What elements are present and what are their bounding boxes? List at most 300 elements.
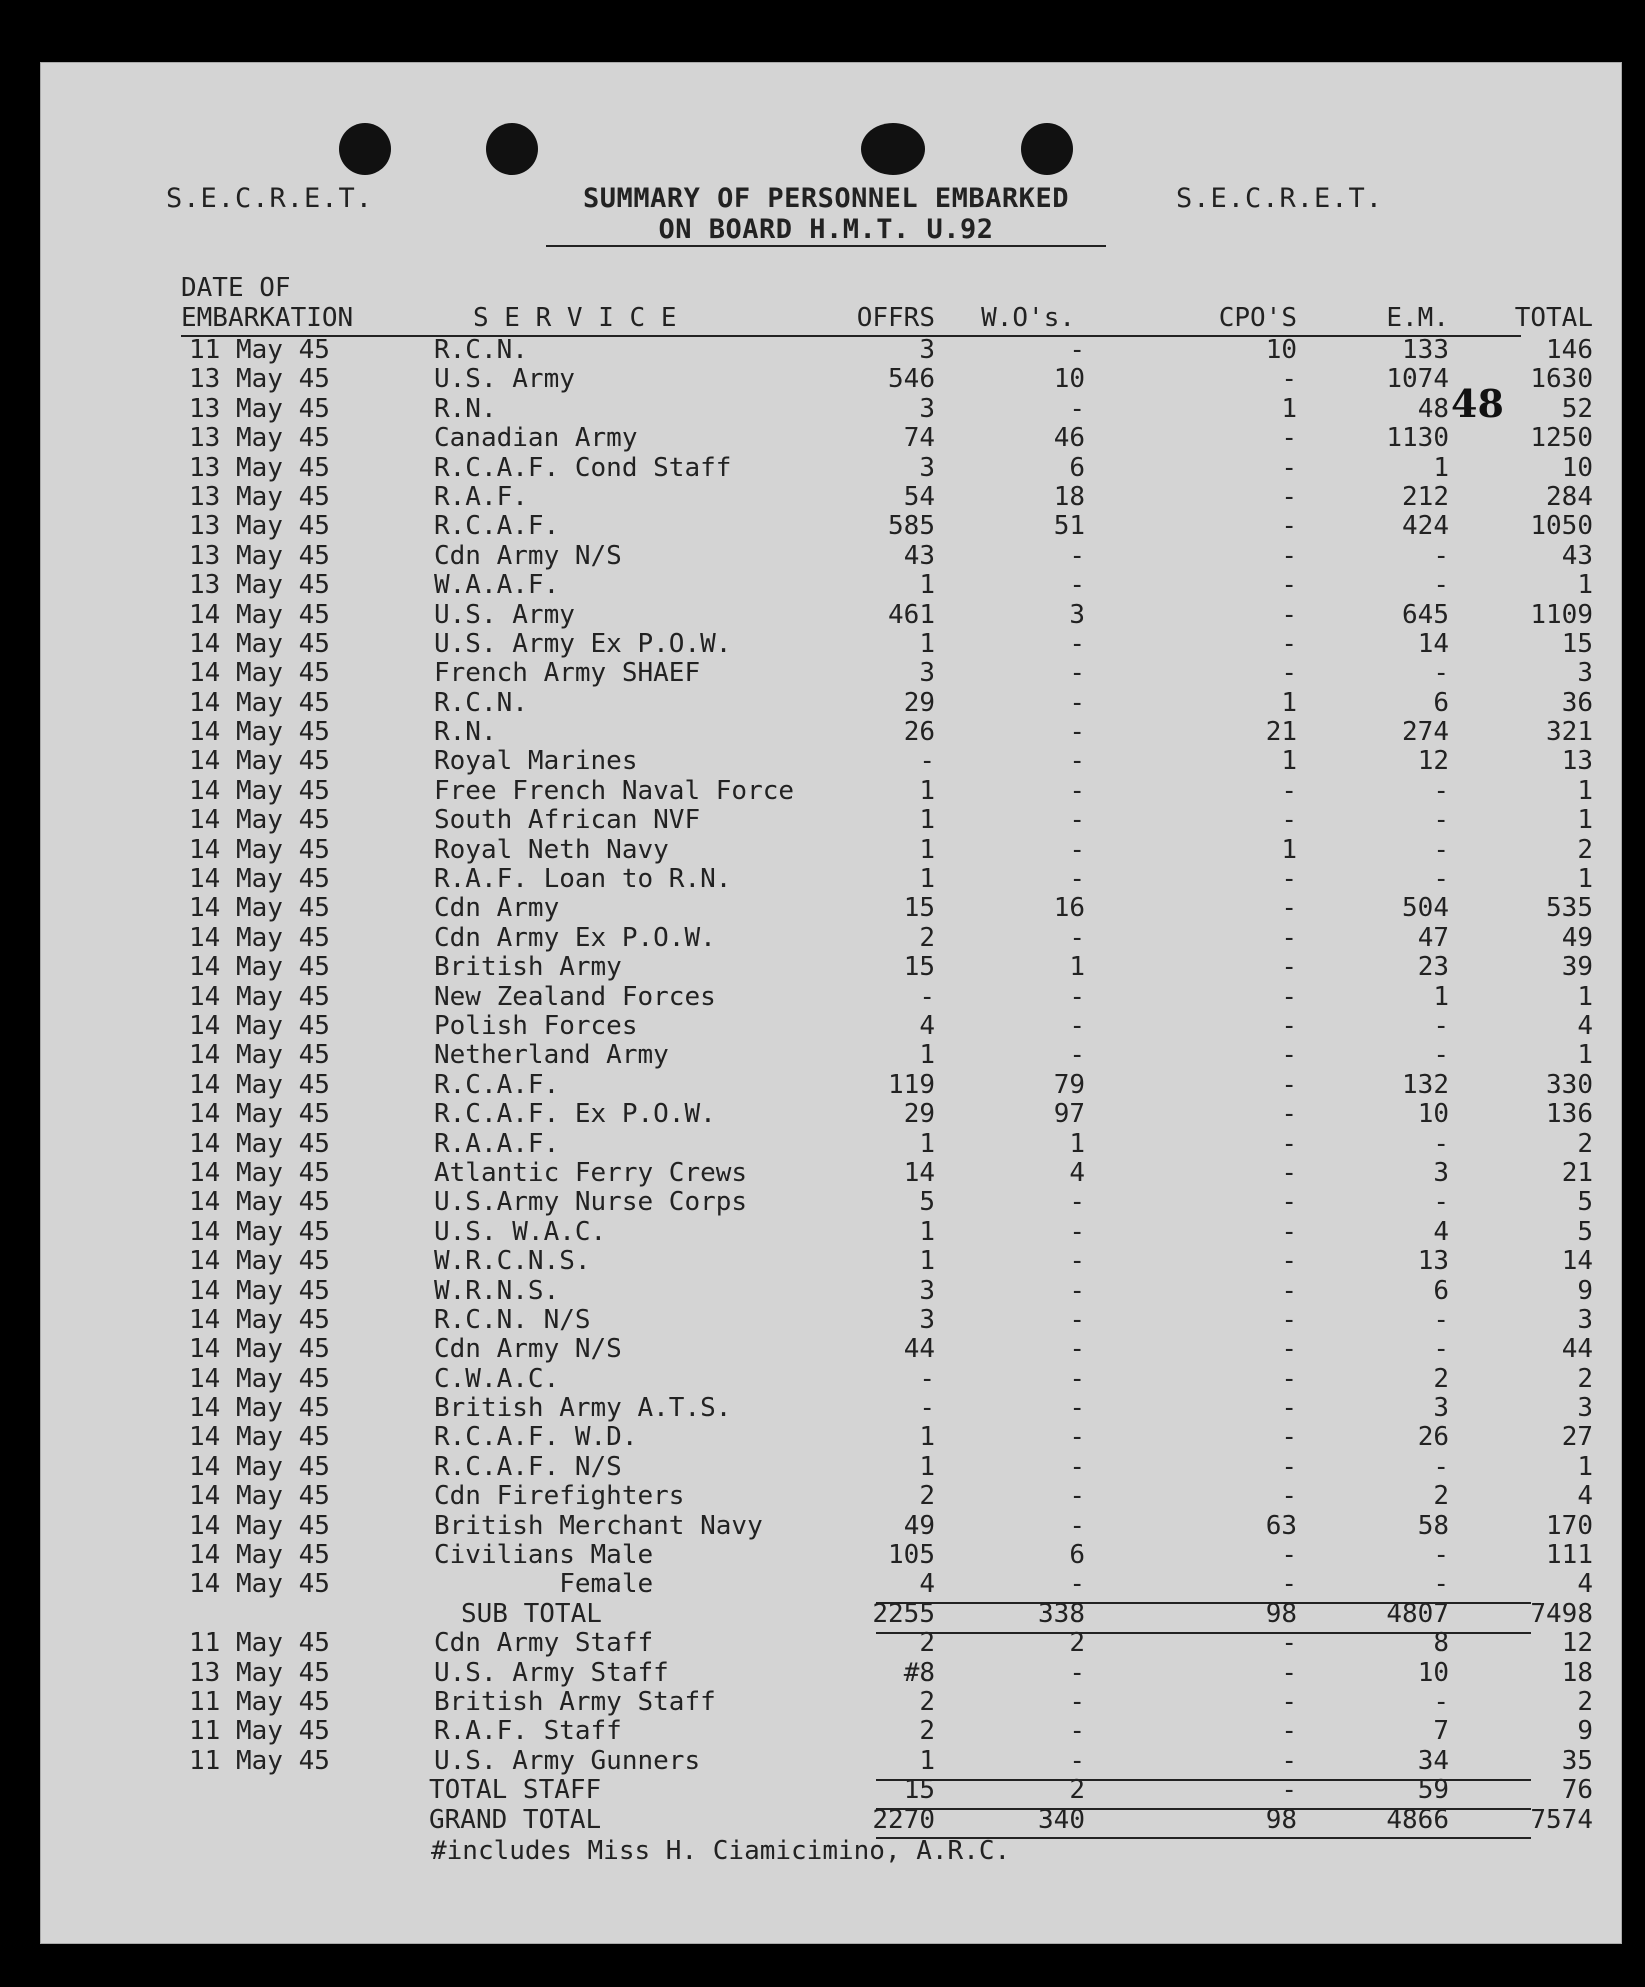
table-row <box>41 423 1621 452</box>
document-page <box>40 62 1622 1944</box>
cell-em: 645 <box>1402 599 1449 630</box>
cell-cpos: - <box>1281 1745 1297 1776</box>
cell-em: - <box>1433 540 1449 571</box>
cell-em: - <box>1433 834 1449 865</box>
cell-offrs: 1 <box>919 1745 935 1776</box>
cell-total: 12 <box>1561 1628 1593 1659</box>
service-name: British Army <box>434 952 622 983</box>
service-name: W.R.N.S. <box>434 1275 560 1306</box>
service-name: R.C.N. <box>434 335 528 365</box>
cell-cpos: - <box>1281 511 1297 542</box>
cell-em: 13 <box>1417 1246 1449 1277</box>
cell-wos: - <box>1069 570 1085 601</box>
service-name: R.C.A.F. Ex P.O.W. <box>434 1099 716 1130</box>
cell-cpos: - <box>1281 981 1297 1012</box>
cell-wos: - <box>1069 540 1085 571</box>
cell-total: 170 <box>1546 1510 1593 1541</box>
cell-total: 2 <box>1577 834 1593 865</box>
embark-date: 14 May 45 <box>189 1040 330 1071</box>
cell-cpos: - <box>1281 1628 1297 1659</box>
embark-date: 14 May 45 <box>189 1187 330 1218</box>
cell-em: 26 <box>1417 1422 1449 1453</box>
cell-em: 59 <box>1417 1775 1449 1806</box>
embark-date: 14 May 45 <box>189 1275 330 1306</box>
cell-offrs: 1 <box>919 628 935 659</box>
cell-em: 10 <box>1417 1657 1449 1688</box>
cell-cpos: - <box>1281 1686 1297 1717</box>
cell-cpos: - <box>1281 1069 1297 1100</box>
cell-wos: - <box>1069 775 1085 806</box>
cell-offrs: 1 <box>919 1422 935 1453</box>
cell-em: - <box>1433 1569 1449 1600</box>
service-name: Canadian Army <box>434 423 638 454</box>
service-name: U.S. W.A.C. <box>434 1216 607 1247</box>
cell-total: 10 <box>1561 452 1593 483</box>
cell-cpos: - <box>1281 1775 1297 1806</box>
cell-offrs: 54 <box>903 481 935 512</box>
cell-em: 212 <box>1402 481 1449 512</box>
cell-cpos: - <box>1281 922 1297 953</box>
title-line-1: SUMMARY OF PERSONNEL EMBARKED <box>583 183 1069 214</box>
service-name: British Army Staff <box>434 1686 716 1717</box>
cell-wos: 6 <box>1069 452 1085 483</box>
cell-offrs: 4 <box>919 1010 935 1041</box>
embark-date: 14 May 45 <box>189 1569 330 1600</box>
cell-cpos: - <box>1281 1393 1297 1424</box>
punch-hole <box>339 123 391 175</box>
table-row <box>41 1070 1621 1099</box>
col-date-line2: EMBARKATION <box>181 303 354 333</box>
embark-date: 14 May 45 <box>189 1216 330 1247</box>
cell-cpos: - <box>1281 1157 1297 1188</box>
cell-wos: - <box>1069 1187 1085 1218</box>
cell-total: 330 <box>1546 1069 1593 1100</box>
cell-cpos: - <box>1281 1422 1297 1453</box>
cell-offrs: 26 <box>903 717 935 748</box>
classification-right: S.E.C.R.E.T. <box>1176 183 1384 214</box>
embark-date: 13 May 45 <box>189 423 330 454</box>
cell-em: 4807 <box>1386 1598 1449 1629</box>
service-name: Civilians Male <box>434 1540 654 1571</box>
cell-wos: - <box>1069 1275 1085 1306</box>
service-name: Free French Naval Force <box>434 775 795 806</box>
embark-date: 11 May 45 <box>189 1628 330 1659</box>
table-row <box>41 1276 1621 1305</box>
cell-cpos: - <box>1281 1275 1297 1306</box>
cell-total: 35 <box>1561 1745 1593 1776</box>
table-row <box>41 1246 1621 1275</box>
table-row <box>41 541 1621 570</box>
footnote: #includes Miss H. Ciamicimino, A.R.C. <box>431 1836 1011 1867</box>
cell-wos: - <box>1069 1569 1085 1600</box>
embark-date: 14 May 45 <box>189 864 330 895</box>
embark-date: 14 May 45 <box>189 1157 330 1188</box>
cell-wos: 338 <box>1038 1598 1085 1629</box>
service-name: Female <box>434 1569 654 1600</box>
cell-cpos: - <box>1281 775 1297 806</box>
cell-wos: 340 <box>1038 1804 1085 1835</box>
table-row <box>41 570 1621 599</box>
page-number-stamp: 48 <box>1451 381 1504 426</box>
cell-wos: 3 <box>1069 599 1085 630</box>
cell-em: - <box>1433 1040 1449 1071</box>
table-row <box>41 952 1621 981</box>
cell-cpos: - <box>1281 1657 1297 1688</box>
service-name: Cdn Firefighters <box>434 1481 685 1512</box>
service-name: U.S. Army Ex P.O.W. <box>434 628 732 659</box>
cell-offrs: - <box>919 1363 935 1394</box>
cell-cpos: 21 <box>1265 717 1297 748</box>
cell-em: 23 <box>1417 952 1449 983</box>
cell-total: 321 <box>1546 717 1593 748</box>
cell-total: 9 <box>1577 1716 1593 1747</box>
cell-wos: - <box>1069 805 1085 836</box>
cell-cpos: - <box>1281 1216 1297 1247</box>
total-label: TOTAL STAFF <box>429 1775 602 1806</box>
cell-cpos: - <box>1281 423 1297 454</box>
cell-wos: 4 <box>1069 1157 1085 1188</box>
cell-wos: - <box>1069 1745 1085 1776</box>
cell-cpos: - <box>1281 658 1297 689</box>
table-row <box>41 1099 1621 1128</box>
cell-offrs: 546 <box>888 364 935 395</box>
embark-date: 13 May 45 <box>189 393 330 424</box>
embark-date: 14 May 45 <box>189 1540 330 1571</box>
embark-date: 14 May 45 <box>189 981 330 1012</box>
col-cpos: CPO'S <box>1218 303 1297 333</box>
staff-row <box>41 1658 1621 1687</box>
cell-cpos: - <box>1281 1304 1297 1335</box>
cell-total: 1630 <box>1530 364 1593 395</box>
cell-em: - <box>1433 1128 1449 1159</box>
cell-em: 6 <box>1433 687 1449 718</box>
classification-left: S.E.C.R.E.T. <box>166 183 374 214</box>
cell-total: 7574 <box>1530 1804 1593 1835</box>
cell-em: - <box>1433 1010 1449 1041</box>
service-name: Royal Neth Navy <box>434 834 669 865</box>
staff-row <box>41 1746 1621 1775</box>
cell-total: 21 <box>1561 1157 1593 1188</box>
embark-date: 14 May 45 <box>189 1010 330 1041</box>
cell-cpos: - <box>1281 540 1297 571</box>
cell-total: 76 <box>1561 1775 1593 1806</box>
table-row <box>41 1540 1621 1569</box>
embark-date: 11 May 45 <box>189 1686 330 1717</box>
service-name: U.S. Army Staff <box>434 1657 669 1688</box>
cell-offrs: 74 <box>903 423 935 454</box>
cell-em: 424 <box>1402 511 1449 542</box>
cell-offrs: 1 <box>919 1246 935 1277</box>
table-row <box>41 364 1621 393</box>
grand-total-rule <box>876 1808 1531 1810</box>
cell-cpos: 10 <box>1265 335 1297 365</box>
cell-offrs: 1 <box>919 864 935 895</box>
cell-total: 27 <box>1561 1422 1593 1453</box>
cell-em: 10 <box>1417 1099 1449 1130</box>
cell-wos: - <box>1069 393 1085 424</box>
cell-offrs: 3 <box>919 1304 935 1335</box>
table-row <box>41 394 1621 423</box>
cell-wos: - <box>1069 1510 1085 1541</box>
cell-cpos: - <box>1281 1363 1297 1394</box>
cell-wos: - <box>1069 1216 1085 1247</box>
cell-total: 1 <box>1577 775 1593 806</box>
cell-offrs: 3 <box>919 335 935 365</box>
cell-total: 52 <box>1561 393 1593 424</box>
cell-offrs: 1 <box>919 1451 935 1482</box>
service-name: R.A.F. Staff <box>434 1716 622 1747</box>
col-date-line1: DATE OF <box>181 273 291 303</box>
cell-offrs: 49 <box>903 1510 935 1541</box>
embark-date: 14 May 45 <box>189 952 330 983</box>
service-name: R.N. <box>434 393 497 424</box>
embark-date: 14 May 45 <box>189 599 330 630</box>
cell-offrs: 1 <box>919 834 935 865</box>
cell-em: 1130 <box>1386 423 1449 454</box>
service-name: British Merchant Navy <box>434 1510 763 1541</box>
table-row <box>41 335 1621 364</box>
service-name: R.C.A.F. N/S <box>434 1451 622 1482</box>
table-row <box>41 1422 1621 1451</box>
embark-date: 13 May 45 <box>189 511 330 542</box>
cell-wos: - <box>1069 717 1085 748</box>
cell-total: 7498 <box>1530 1598 1593 1629</box>
cell-em: - <box>1433 1304 1449 1335</box>
cell-cpos: 98 <box>1265 1804 1297 1835</box>
table-row <box>41 864 1621 893</box>
embark-date: 14 May 45 <box>189 1099 330 1130</box>
staff-row <box>41 1687 1621 1716</box>
service-name: French Army SHAEF <box>434 658 701 689</box>
table-row <box>41 835 1621 864</box>
cell-total: 1 <box>1577 1451 1593 1482</box>
cell-wos: - <box>1069 922 1085 953</box>
table-row <box>41 482 1621 511</box>
cell-total: 13 <box>1561 746 1593 777</box>
cell-offrs: 44 <box>903 1334 935 1365</box>
cell-wos: - <box>1069 628 1085 659</box>
table-row <box>41 746 1621 775</box>
service-name: R.A.F. <box>434 481 528 512</box>
punch-hole <box>486 123 538 175</box>
service-name: Atlantic Ferry Crews <box>434 1157 748 1188</box>
service-name: C.W.A.C. <box>434 1363 560 1394</box>
cell-offrs: - <box>919 981 935 1012</box>
service-name: Cdn Army Ex P.O.W. <box>434 922 716 953</box>
cell-total: 14 <box>1561 1246 1593 1277</box>
service-name: Cdn Army N/S <box>434 1334 622 1365</box>
cell-em: 2 <box>1433 1481 1449 1512</box>
cell-offrs: 15 <box>903 893 935 924</box>
cell-em: 3 <box>1433 1157 1449 1188</box>
cell-em: - <box>1433 1187 1449 1218</box>
cell-cpos: - <box>1281 1540 1297 1571</box>
cell-wos: 46 <box>1053 423 1085 454</box>
table-row <box>41 805 1621 834</box>
embark-date: 14 May 45 <box>189 1393 330 1424</box>
service-name: W.R.C.N.S. <box>434 1246 591 1277</box>
cell-total: 44 <box>1561 1334 1593 1365</box>
cell-offrs: 2 <box>919 922 935 953</box>
document-title <box>526 183 1126 247</box>
cell-wos: - <box>1069 1304 1085 1335</box>
cell-em: 132 <box>1402 1069 1449 1100</box>
table-row <box>41 511 1621 540</box>
service-name: Royal Marines <box>434 746 638 777</box>
cell-offrs: 1 <box>919 1040 935 1071</box>
cell-cpos: - <box>1281 1569 1297 1600</box>
cell-wos: 2 <box>1069 1628 1085 1659</box>
cell-wos: 2 <box>1069 1775 1085 1806</box>
cell-wos: - <box>1069 864 1085 895</box>
cell-wos: - <box>1069 1363 1085 1394</box>
cell-offrs: 3 <box>919 452 935 483</box>
cell-wos: 97 <box>1053 1099 1085 1130</box>
embark-date: 14 May 45 <box>189 893 330 924</box>
embark-date: 14 May 45 <box>189 1363 330 1394</box>
cell-total: 2 <box>1577 1686 1593 1717</box>
cell-total: 3 <box>1577 1393 1593 1424</box>
embark-date: 14 May 45 <box>189 834 330 865</box>
table-row <box>41 453 1621 482</box>
cell-cpos: - <box>1281 1451 1297 1482</box>
cell-wos: - <box>1069 746 1085 777</box>
cell-wos: 16 <box>1053 893 1085 924</box>
embark-date: 14 May 45 <box>189 1451 330 1482</box>
service-name: R.C.A.F. Cond Staff <box>434 452 732 483</box>
cell-total: 1250 <box>1530 423 1593 454</box>
cell-em: 58 <box>1417 1510 1449 1541</box>
cell-cpos: - <box>1281 1334 1297 1365</box>
cell-total: 49 <box>1561 922 1593 953</box>
cell-wos: - <box>1069 1334 1085 1365</box>
cell-offrs: 1 <box>919 1128 935 1159</box>
punch-hole <box>1021 123 1073 175</box>
cell-offrs: 4 <box>919 1569 935 1600</box>
cell-cpos: - <box>1281 1716 1297 1747</box>
table-row <box>41 923 1621 952</box>
table-row <box>41 688 1621 717</box>
service-name: U.S. Army <box>434 364 575 395</box>
cell-total: 43 <box>1561 540 1593 571</box>
cell-em: 4 <box>1433 1216 1449 1247</box>
service-name: Netherland Army <box>434 1040 669 1071</box>
cell-em: 274 <box>1402 717 1449 748</box>
cell-cpos: - <box>1281 1128 1297 1159</box>
table-row <box>41 717 1621 746</box>
cell-cpos: - <box>1281 805 1297 836</box>
cell-total: 1 <box>1577 805 1593 836</box>
cell-wos: 51 <box>1053 511 1085 542</box>
total-label: GRAND TOTAL <box>429 1804 602 1835</box>
table-row <box>41 1129 1621 1158</box>
service-name: U.S. Army Gunners <box>434 1745 701 1776</box>
cell-em: 1074 <box>1386 364 1449 395</box>
cell-total: 15 <box>1561 628 1593 659</box>
cell-offrs: 119 <box>888 1069 935 1100</box>
cell-em: 133 <box>1402 335 1449 365</box>
embark-date: 14 May 45 <box>189 1304 330 1335</box>
cell-offrs: 43 <box>903 540 935 571</box>
total-staff-rule <box>876 1779 1531 1781</box>
table-row <box>41 776 1621 805</box>
table-row <box>41 600 1621 629</box>
cell-em: - <box>1433 658 1449 689</box>
cell-em: 7 <box>1433 1716 1449 1747</box>
cell-em: 8 <box>1433 1628 1449 1659</box>
cell-offrs: 5 <box>919 1187 935 1218</box>
embark-date: 13 May 45 <box>189 1657 330 1688</box>
embark-date: 13 May 45 <box>189 540 330 571</box>
embark-date: 14 May 45 <box>189 922 330 953</box>
cell-wos: 1 <box>1069 952 1085 983</box>
table-row <box>41 1305 1621 1334</box>
cell-em: 47 <box>1417 922 1449 953</box>
table-row <box>41 1334 1621 1363</box>
table-row <box>41 1511 1621 1540</box>
cell-em: 48 <box>1417 393 1449 424</box>
embark-date: 14 May 45 <box>189 1510 330 1541</box>
staff-row <box>41 1716 1621 1745</box>
service-name: R.C.A.F. <box>434 1069 560 1100</box>
cell-total: 284 <box>1546 481 1593 512</box>
cell-em: 1 <box>1433 981 1449 1012</box>
total-label: SUB TOTAL <box>461 1598 602 1629</box>
cell-total: 2 <box>1577 1128 1593 1159</box>
cell-cpos: - <box>1281 864 1297 895</box>
cell-offrs: 3 <box>919 393 935 424</box>
cell-cpos: - <box>1281 570 1297 601</box>
cell-offrs: - <box>919 1393 935 1424</box>
col-wos: W.O's. <box>981 303 1075 333</box>
service-name: U.S.Army Nurse Corps <box>434 1187 748 1218</box>
punch-hole <box>861 123 925 175</box>
title-line-2: ON BOARD H.M.T. U.92 <box>546 214 1106 247</box>
cell-wos: - <box>1069 1451 1085 1482</box>
cell-wos: 18 <box>1053 481 1085 512</box>
service-name: W.A.A.F. <box>434 570 560 601</box>
cell-wos: - <box>1069 687 1085 718</box>
cell-cpos: - <box>1281 893 1297 924</box>
embark-date: 14 May 45 <box>189 717 330 748</box>
cell-total: 4 <box>1577 1010 1593 1041</box>
embark-date: 14 May 45 <box>189 1069 330 1100</box>
cell-wos: - <box>1069 1010 1085 1041</box>
cell-offrs: 3 <box>919 658 935 689</box>
cell-wos: - <box>1069 981 1085 1012</box>
cell-em: - <box>1433 1334 1449 1365</box>
embark-date: 11 May 45 <box>189 1745 330 1776</box>
cell-total: 136 <box>1546 1099 1593 1130</box>
cell-cpos: - <box>1281 599 1297 630</box>
embark-date: 14 May 45 <box>189 1128 330 1159</box>
cell-em: - <box>1433 805 1449 836</box>
embark-date: 14 May 45 <box>189 805 330 836</box>
embark-date: 14 May 45 <box>189 658 330 689</box>
table-row <box>41 982 1621 1011</box>
cell-total: 9 <box>1577 1275 1593 1306</box>
table-row <box>41 1452 1621 1481</box>
cell-em: 3 <box>1433 1393 1449 1424</box>
cell-total: 535 <box>1546 893 1593 924</box>
sub-total-rule-bottom <box>876 1632 1531 1634</box>
cell-offrs: - <box>919 746 935 777</box>
cell-total: 4 <box>1577 1481 1593 1512</box>
cell-offrs: 461 <box>888 599 935 630</box>
cell-wos: - <box>1069 1686 1085 1717</box>
cell-cpos: 98 <box>1265 1598 1297 1629</box>
cell-total: 1 <box>1577 981 1593 1012</box>
